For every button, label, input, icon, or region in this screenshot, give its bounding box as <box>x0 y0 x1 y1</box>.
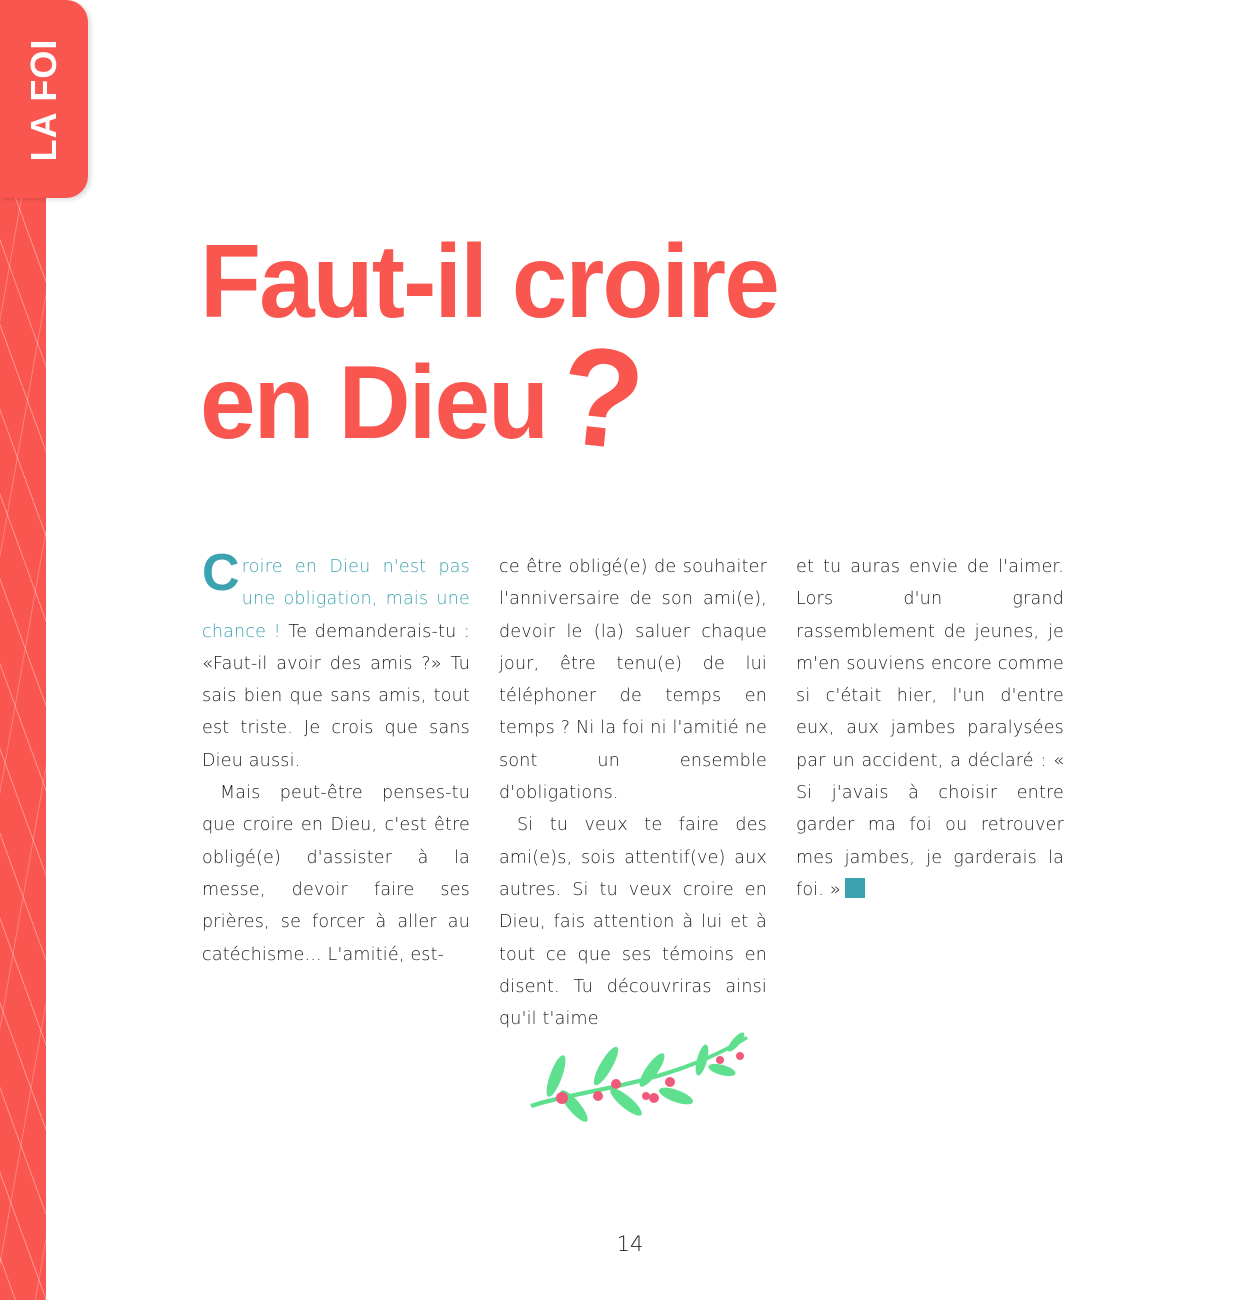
page-number: 14 <box>616 1232 644 1256</box>
column-1 <box>202 544 470 1035</box>
article-body <box>202 544 1064 1035</box>
paragraph: Si tu veux te faire des ami(e)s, sois attentif(ve) aux autres. Si tu veux croire en Dieu, fais attention à lui et à tout ce que ses témoins en disent. Tu découvriras ainsi qu'il t'aime <box>499 815 767 1030</box>
drop-cap: C <box>202 544 240 602</box>
paragraph: Mais peut-être penses-tu que croire en Dieu, c'est être obligé(e) d'assister à la messe, devoir faire ses prières, se forcer à aller au catéchisme... L'amitié, est- <box>202 783 470 965</box>
paragraph-text: et tu auras envie de l'aimer. Lors d'un grand rassemblement de jeunes, je m'en souviens encore comme si c'était hier, l'un d'entre eux, aux jambes paralysées par un accident, a déclaré : « Si j'avais à choisir entre garder ma foi ou retrouver mes jambes, je garderais la foi. » <box>796 557 1064 900</box>
paragraph-text: Te demanderais-tu : «Faut-il avoir des amis ?» Tu sais bien que sans amis, tout est triste. Je crois que sans Dieu aussi. <box>202 621 470 771</box>
title-line-2: en Dieu <box>200 345 548 461</box>
end-mark-icon <box>845 878 865 898</box>
section-tab-label: LA FOI <box>23 38 64 162</box>
title-line-1: Faut-il croire <box>200 224 778 340</box>
paragraph: ce être obligé(e) de souhaiter l'anniversaire de son ami(e), devoir le (la) saluer chaque jour, être tenu(e) de lui téléphoner de temps en temps ? Ni la foi ni l'amitié ne sont un ensemble d'obligations. <box>499 557 767 804</box>
page-title <box>200 224 778 480</box>
paragraph <box>202 544 470 777</box>
side-decorative-strip <box>0 190 46 1300</box>
leafy-sprig-icon <box>526 1026 754 1122</box>
lead-text: roire en Dieu n'est pas une obligation, mais une chance ! <box>202 557 470 642</box>
paragraph <box>796 551 1064 906</box>
title-question-mark: ? <box>553 315 649 480</box>
column-3 <box>796 551 1064 1035</box>
column-2 <box>499 551 767 1035</box>
section-tab <box>0 0 88 198</box>
